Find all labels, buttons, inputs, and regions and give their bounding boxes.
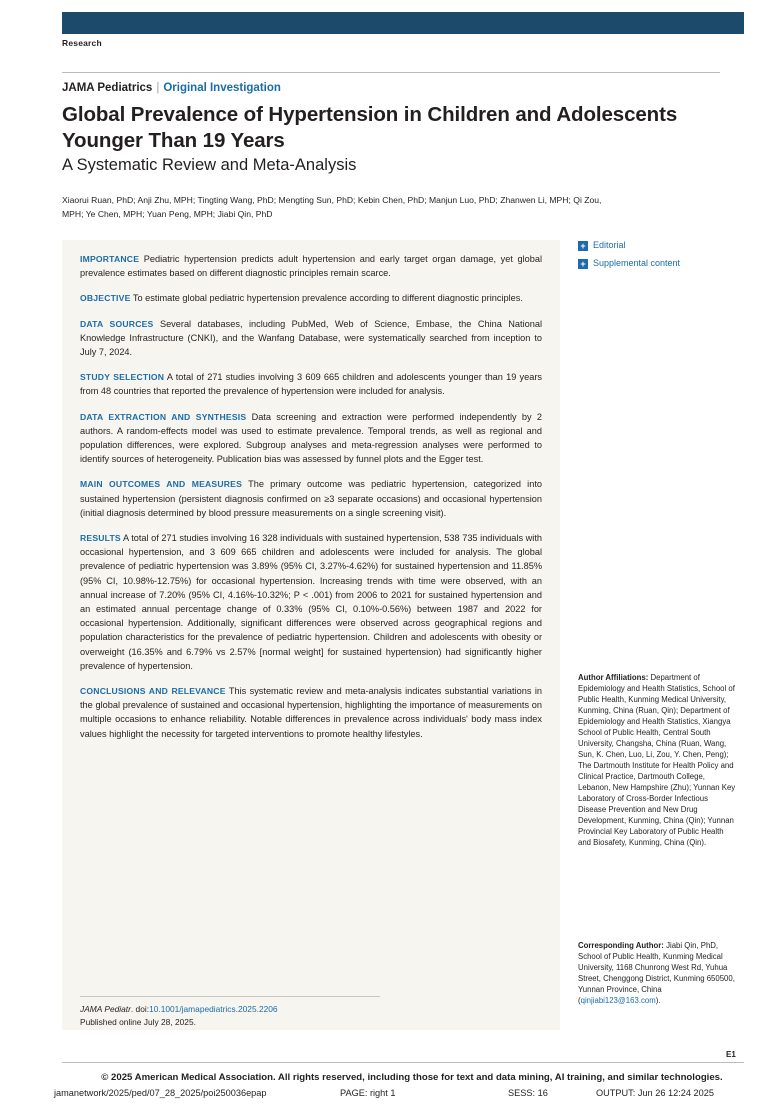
abstract-section-text: A total of 271 studies involving 3 609 665 children and adolescents younger than 19 years from 48 countries that reported the prevalence of hypertension were included for analysis. — [80, 372, 543, 397]
corresponding-author — [578, 940, 736, 1006]
abstract-section-text: The primary outcome was pediatric hypertension, categorized into sustained hypertension (persistent diagnosis confirmed on ≥3 separate occasions) and occasional hypertension (initial diagnosis determined by blood pressure measurements on a single screening visit). — [80, 479, 542, 518]
abstract-section-label: RESULTS — [80, 533, 121, 544]
proof-page: PAGE: right 1 — [340, 1088, 396, 1098]
journal-name: JAMA Pediatrics — [62, 82, 153, 94]
corresponding-text: Jiabi Qin, PhD, School of Public Health, Kunming Medical University, 1168 Chunrong West Rd, Yuhua Street, Chenggong District, Kunming 650500, Yunnan Province, China ( — [578, 941, 735, 1005]
proof-file-path: jamanetwork/2025/ped/07_28_2025/poi250036epap — [54, 1088, 267, 1098]
abstract-section-text: A total of 271 studies involving 16 328 individuals with sustained hypertension, 538 735 individuals with occasional hypertension, and 3 609 665 children and adolescents were included for analysis. The global prevalence of pediatric hypertension was 3.89% (95% CI, 3.27%-4.62%) for sustained hypertension and 11.85% (95% CI, 10.98%-12.75%) for occasional hypertension. Increasing trends with time were observed, with an annual increase of 7.20% (95% CI, 4.16%-10.32%; P < .001) from 2006 to 2021 for sustained hypertension and an estimated annual percentage change of 0.33% (95% CI, 0.10%-0.56%) between 1987 and 2022 for occasional hypertension. Additionally, significant differences were observed across geographical regions and population characteristics for the prevalence of pediatric hypertension. Children and adolescents with obesity or overweight (16.35% and 6.79% vs 2.57% [normal weight] for sustained hypertension) had significantly higher prevalence of hypertension. — [80, 533, 542, 671]
abstract-section-label: OBJECTIVE — [80, 293, 131, 304]
abstract — [80, 252, 542, 752]
kicker-separator: | — [156, 82, 160, 94]
header-color-bar — [62, 12, 744, 34]
abstract-section-label: CONCLUSIONS AND RELEVANCE — [80, 686, 226, 697]
abstract-section-label: DATA EXTRACTION AND SYNTHESIS — [80, 411, 247, 422]
footer-divider — [62, 1062, 744, 1063]
abstract-section-text: Several databases, including PubMed, Web of Science, Embase, the China National Knowledge Infrastructure (CNKI), and the Wanfang Database, were systematically searched from inception to July 7, 2024. — [80, 318, 542, 358]
page-number: E1 — [726, 1050, 736, 1059]
proof-footer — [0, 1087, 784, 1105]
page-title: Global Prevalence of Hypertension in Children and Adolescents Younger Than 19 Years — [62, 103, 678, 152]
abstract-footer-divider — [80, 996, 380, 997]
related-content-links — [578, 240, 738, 276]
editorial-link-label: Editorial — [593, 240, 626, 250]
running-head: Research — [62, 38, 102, 48]
editorial-link[interactable] — [578, 240, 738, 251]
citation-doi-prefix: . doi: — [130, 1004, 150, 1014]
corresponding-heading: Corresponding Author: — [578, 941, 664, 950]
abstract-section — [80, 252, 542, 280]
abstract-section — [80, 531, 542, 673]
header-divider — [62, 72, 720, 73]
abstract-section — [80, 477, 542, 520]
supplemental-content-link-label: Supplemental content — [593, 258, 681, 268]
abstract-section — [80, 370, 542, 398]
affiliations-heading: Author Affiliations: — [578, 673, 649, 682]
abstract-section — [80, 291, 542, 305]
abstract-section-label: MAIN OUTCOMES AND MEASURES — [80, 479, 243, 490]
citation-doi-link[interactable]: 10.1001/jamapediatrics.2025.2206 — [149, 1004, 278, 1014]
abstract-section — [80, 410, 542, 467]
plus-box-icon: + — [578, 259, 588, 269]
abstract-section-label: STUDY SELECTION — [80, 372, 165, 383]
abstract-section-text: Data screening and extraction were performed independently by 2 authors. A random-effects model was used to estimate prevalence. Temporal trends, as well as regional and population differences, were explored. Subgroup analyses and meta-regression analyses were performed to identify sources of heterogeneity. Publication bias was assessed by funnel plots and the Egger test. — [80, 411, 542, 465]
copyright-notice: © 2025 American Medical Association. All rights reserved, including those for text and data mining, AI training, and similar technologies. — [101, 1072, 723, 1083]
abstract-section — [80, 317, 542, 360]
supplemental-content-link[interactable] — [578, 258, 738, 269]
article-kicker — [62, 82, 281, 94]
corresponding-email-link[interactable]: qinjiabi123@163.com — [580, 996, 656, 1005]
abstract-section-label: IMPORTANCE — [80, 254, 140, 264]
abstract-section-text: Pediatric hypertension predicts adult hypertension and early target organ damage, yet global prevalence estimates based on different diagnostic principles remain scarce. — [80, 254, 542, 279]
proof-output-timestamp: OUTPUT: Jun 26 12:24 2025 — [596, 1088, 714, 1098]
page-subtitle: A Systematic Review and Meta-Analysis — [62, 156, 357, 174]
affiliations-text: Department of Epidemiology and Health Statistics, School of Public Health, Kunming Medical University, Kunming, China (Ruan, Qin); Department of Epidemiology and Health Statistics, Xiangya School of Public Health, Central South University, Changsha, China (Ruan, Wang, Sun, K. Chen, Luo, Li, Zou, Y. Chen, Peng); The Dartmouth Institute for Health Policy and Clinical Practice, Dartmouth College, Lebanon, New Hampshire (Zhu); Yunnan Key Laboratory of Cross-Border Infectious Disease Prevention and New Drug Development, Kunming, China (Qin); Yunnan Provincial Key Laboratory of Public Health and Biosafety, Kunming, China (Qin). — [578, 673, 736, 847]
abstract-section-label: DATA SOURCES — [80, 318, 154, 329]
abstract-section-text: This systematic review and meta-analysis indicates substantial variations in the global prevalence of sustained and occasional hypertension, highlighting the importance of measurements on multiple occasions to enhance reliability. Notable differences in prevalence across individuals' body mass index values highlight the necessity for targeted interventions to promote healthy lifestyles. — [80, 686, 542, 739]
plus-box-icon: + — [578, 241, 588, 251]
citation-block — [80, 1003, 520, 1028]
citation-published-date: Published online July 28, 2025. — [80, 1016, 196, 1027]
abstract-section — [80, 684, 542, 741]
corresponding-tail: ). — [655, 996, 661, 1005]
author-affiliations — [578, 672, 736, 848]
proof-session: SESS: 16 — [508, 1088, 548, 1098]
author-list: Xiaorui Ruan, PhD; Anji Zhu, MPH; Tingting Wang, PhD; Mengting Sun, PhD; Kebin Chen, PhD; Manjun Luo, PhD; Zhanwen Li, MPH; Qi Zou, MPH; Ye Chen, MPH; Yuan Peng, MPH; Jiabi Qin, PhD — [62, 195, 602, 219]
abstract-section-text: To estimate global pediatric hypertension prevalence according to different diagnostic principles. — [132, 293, 523, 304]
citation-journal: JAMA Pediatr — [80, 1004, 131, 1014]
article-type: Original Investigation — [163, 82, 281, 94]
